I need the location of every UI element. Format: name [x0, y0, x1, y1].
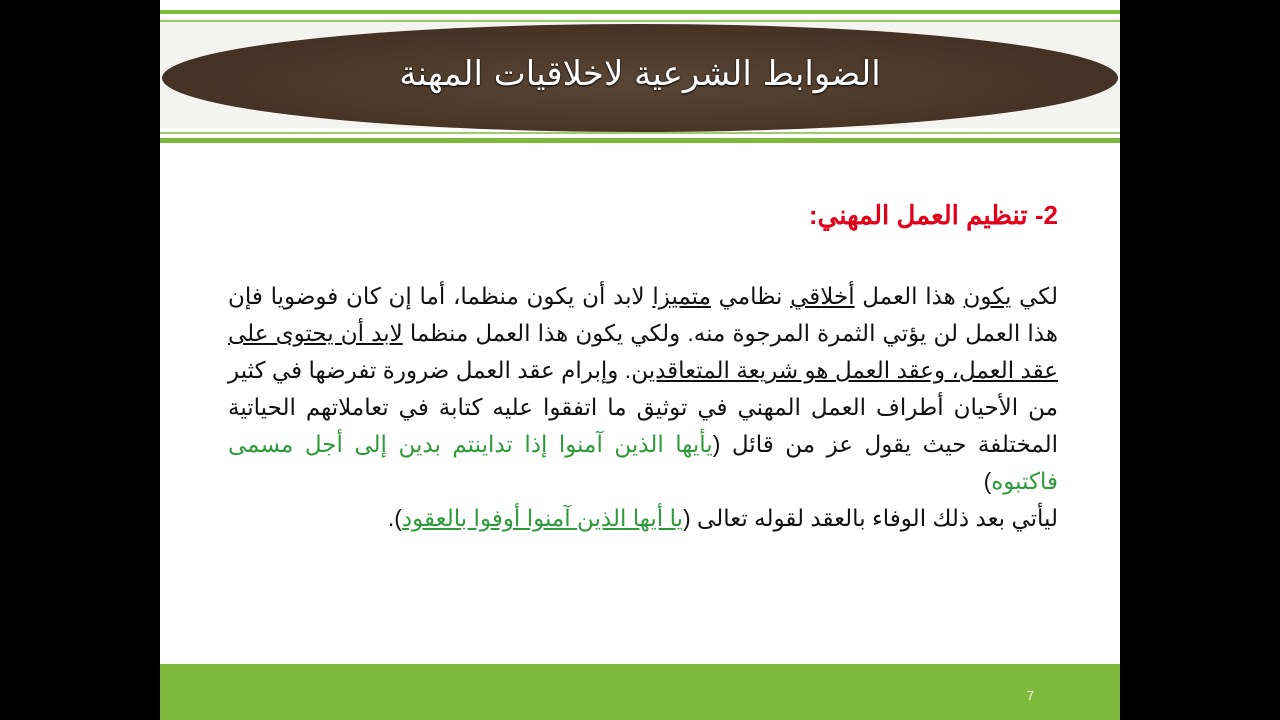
- text-run: ليأتي بعد ذلك الوفاء بالعقد لقوله تعالى (: [683, 505, 1058, 531]
- quran-verse: يأيها الذين آمنوا إذا تداينتم بدين إلى أجل مسمى فاكتبوه: [228, 431, 1058, 494]
- main-paragraph: [228, 278, 1058, 500]
- text-run: ).: [387, 505, 402, 531]
- page-number: 7: [1026, 688, 1034, 703]
- footer-green-bar: [160, 664, 1120, 720]
- underlined-text: أخلاقي: [790, 283, 855, 309]
- top-green-line-2: [160, 20, 1120, 22]
- quran-verse: يا أيها الذين آمنوا أوفوا بالعقود: [401, 505, 683, 531]
- text-run: ): [983, 468, 992, 494]
- text-run: نظامي: [710, 283, 791, 309]
- underlined-text: لابد أن يحتوى على عقد العمل، وعقد العمل هو شريعة المتعاقدين: [228, 320, 1058, 383]
- underlined-text: يكون: [963, 283, 1012, 309]
- top-green-line: [160, 10, 1120, 14]
- header-bottom-line-2: [160, 138, 1120, 143]
- second-paragraph: [228, 500, 1058, 537]
- body-text: [228, 278, 1058, 537]
- underlined-text: متميزا: [652, 283, 711, 309]
- text-run: هذا العمل: [854, 283, 964, 309]
- text-run: لابد أن يكون منظما، أما إن كان فوضويا فإن هذا العمل لن يؤتي الثمرة المرجوة منه. ولكي يكون هذا العمل منظما: [228, 283, 1059, 346]
- text-run: . وإبرام عقد العمل ضرورة تفرضها في كثير من الأحيان أطراف العمل المهني في توثيق ما اتفقوا عليه كتابة في تعاملاتهم الحياتية المختلفة حيث يقول عز من قائل (: [228, 357, 1058, 457]
- slide: [160, 0, 1120, 720]
- slide-title: الضوابط الشرعية لاخلاقيات المهنة: [399, 54, 881, 94]
- header-bottom-line: [160, 132, 1120, 134]
- text-run: لكي: [1011, 283, 1058, 309]
- section-heading: 2- تنظيم العمل المهني:: [808, 200, 1058, 230]
